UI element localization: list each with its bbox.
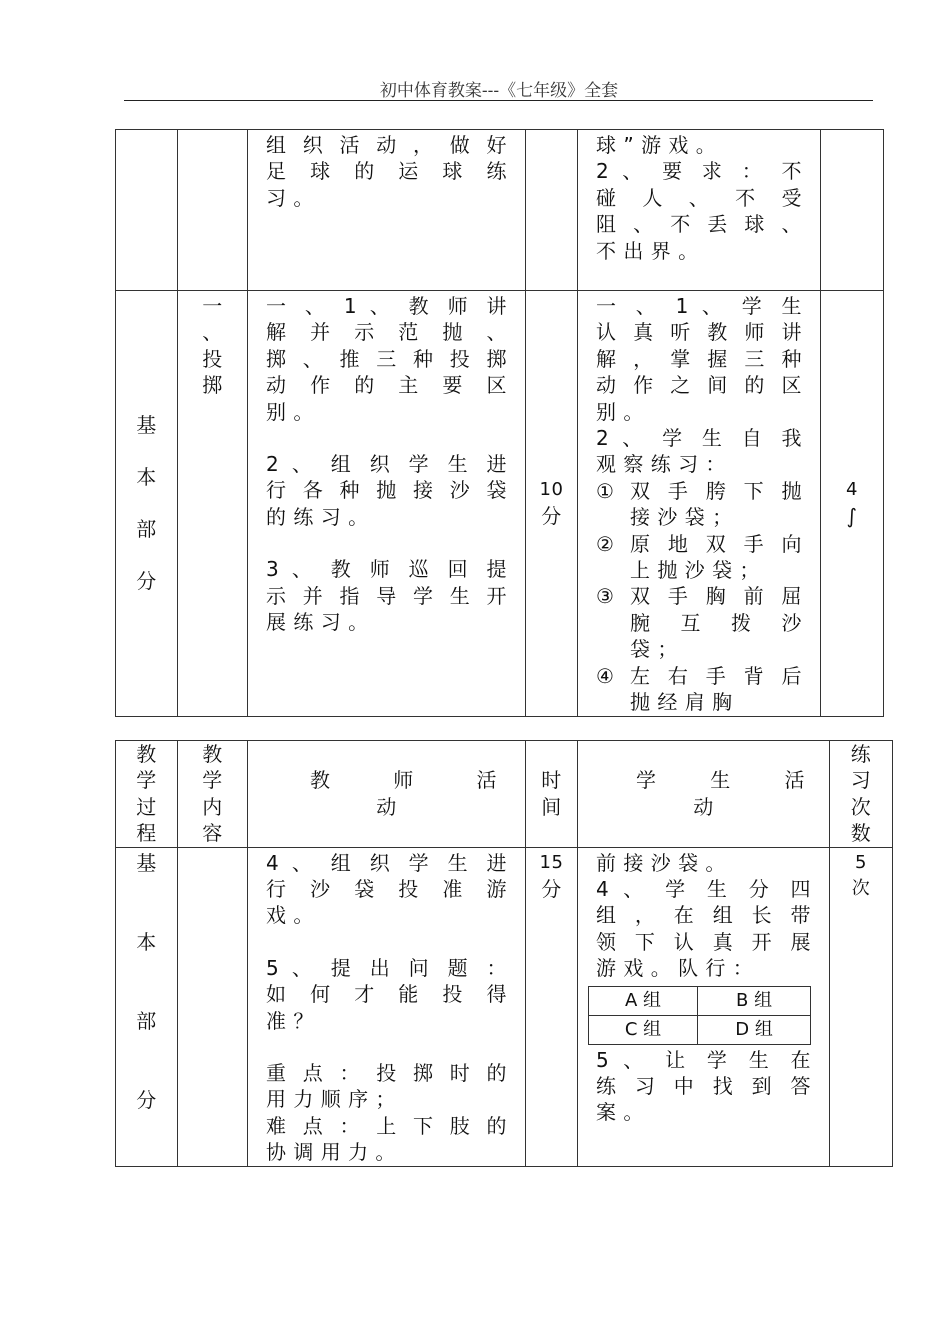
text-line: 游 戏 。 队 行 ： [596, 956, 754, 981]
text-line: 准 ？ [266, 1008, 314, 1033]
teacher-activity-cell [248, 847, 526, 1166]
group-formation-table [588, 986, 811, 1045]
time-cell [526, 291, 578, 717]
text-line: 展 练 习 。 [266, 610, 369, 635]
text-line: 一 、 1 、 教 师 讲 [266, 294, 507, 318]
group-cell: B 组 [698, 986, 811, 1015]
header-student-activity: 学 生 活 动 [578, 741, 830, 848]
text-line: 抛 经 肩 胸 [630, 690, 733, 715]
text-line: 用 力 顺 序 ； [266, 1087, 396, 1112]
count-value: 4 [846, 478, 858, 500]
header-teacher-activity: 教 师 活 动 [248, 741, 526, 848]
teacher-activity-cell [248, 130, 526, 291]
text-line: 足 球 的 运 球 练 [266, 159, 507, 184]
text-line: 别 。 [596, 399, 644, 424]
text-line: 2 、 组 织 学 生 进 [266, 452, 507, 477]
section-cell [116, 291, 178, 717]
text-line: 5 、 让 学 生 在 [596, 1047, 811, 1072]
table-row [116, 847, 893, 1166]
text-line: 组 ， 在 组 长 带 [596, 903, 811, 928]
text-line: 领 下 认 真 开 展 [596, 929, 811, 954]
section-char: 分 [136, 569, 157, 594]
content-cell [178, 130, 248, 291]
text-line: 双 手 胸 前 屈 [630, 584, 802, 609]
time-unit: 分 [541, 877, 562, 902]
group-cell: C 组 [589, 1015, 698, 1044]
page-header-title: 初中体育教案---《七年级》全套 [379, 81, 619, 101]
text-line: 认 真 听 教 师 讲 [596, 320, 802, 345]
table-row [116, 291, 884, 717]
text-line: 解 ， 掌 握 三 种 [596, 346, 802, 371]
item-marker: ① [596, 478, 615, 503]
student-activity-cell [578, 130, 821, 291]
content-char: 一 [202, 294, 223, 318]
table-header-row [116, 741, 893, 848]
text-line: 原 地 双 手 向 [630, 531, 802, 556]
text-line: 前 接 沙 袋 。 [596, 850, 726, 875]
header-practice-count: 练 习 次 数 [830, 741, 893, 848]
item-marker: ④ [596, 663, 615, 688]
text-line: 协 调 用 力 。 [266, 1140, 396, 1165]
list-item [596, 531, 802, 584]
time-value: 15 [539, 851, 564, 873]
student-activity-cell [578, 291, 821, 717]
header-process: 教 学 过 程 [116, 741, 178, 848]
group-cell: D 组 [698, 1015, 811, 1044]
text-line: 不 出 界 。 [596, 238, 699, 263]
time-unit: 分 [541, 504, 562, 529]
header-divider [124, 100, 873, 101]
list-item [596, 478, 802, 531]
text-line: 重 点 ： 投 掷 时 的 [266, 1061, 507, 1086]
text-line: 示 并 指 导 学 生 开 [266, 583, 507, 608]
text-line: 接 沙 袋 ； [630, 505, 733, 530]
text-line: 左 右 手 背 后 [630, 663, 802, 688]
text-line: 掷 、 推 三 种 投 掷 [266, 346, 507, 371]
content-char: 、 [202, 320, 223, 345]
text-line: 2 、 学 生 自 我 [596, 426, 802, 451]
text-line: 袋 ； [630, 637, 678, 662]
count-value: 5 [855, 851, 867, 873]
text-line: 动 作 之 间 的 区 [596, 373, 802, 398]
text-line: 4 、 组 织 学 生 进 [266, 850, 507, 875]
text-line: 别 。 [266, 399, 314, 424]
text-line: 观 察 练 习 ： [596, 452, 726, 477]
text-line: 碰 人 、 不 受 [596, 185, 802, 210]
text-line: 戏 。 [266, 903, 314, 928]
text-line: 行 沙 袋 投 准 游 [266, 877, 507, 902]
content-cell [178, 847, 248, 1166]
header-content: 教 学 内 容 [178, 741, 248, 848]
section-cell [116, 130, 178, 291]
count-unit: ∫ [846, 504, 858, 529]
section-char: 基 [136, 413, 157, 438]
content-char: 投 [202, 346, 223, 371]
text-line: 2 、 要 求 ： 不 [596, 159, 802, 184]
section-cell: 基 本 部 分 [116, 847, 178, 1166]
count-unit: 次 [851, 878, 871, 900]
time-cell [526, 130, 578, 291]
list-item [596, 583, 802, 662]
text-line: 一 、 1 、 学 生 [596, 294, 802, 318]
lesson-table [115, 740, 893, 1167]
text-line: 行 各 种 抛 接 沙 袋 [266, 478, 507, 503]
lesson-table-continued [115, 129, 884, 717]
text-line: 阻 、 不 丢 球 、 [596, 212, 802, 237]
teacher-activity-cell [248, 291, 526, 717]
count-cell [821, 291, 884, 717]
text-line: 双 手 胯 下 抛 [630, 478, 802, 503]
content-char: 掷 [202, 373, 223, 398]
text-line: 组 织 活 动 ， 做 好 [266, 133, 507, 157]
header-time: 时 间 [526, 741, 578, 848]
content-cell [178, 291, 248, 717]
count-cell [830, 847, 893, 1166]
section-char: 部 [136, 517, 157, 542]
text-line: 练 习 中 找 到 答 [596, 1074, 811, 1099]
item-marker: ③ [596, 584, 615, 609]
text-line: 4 、 学 生 分 四 [596, 877, 811, 902]
student-activity-cell [578, 847, 830, 1166]
text-line: 案 。 [596, 1100, 644, 1125]
text-line: 球 ” 游 戏 。 [596, 133, 717, 157]
text-line: 习 。 [266, 185, 314, 210]
time-value: 10 [539, 478, 564, 500]
table-row [116, 130, 884, 291]
text-line: 5 、 提 出 问 题 ： [266, 955, 507, 980]
item-marker: ② [596, 531, 615, 556]
text-line: 解 并 示 范 抛 、 [266, 320, 507, 345]
text-line: 3 、 教 师 巡 回 提 [266, 557, 507, 582]
text-line: 动 作 的 主 要 区 [266, 373, 507, 398]
text-line: 的 练 习 。 [266, 504, 369, 529]
text-line: 如 何 才 能 投 得 [266, 982, 507, 1007]
time-cell [526, 847, 578, 1166]
count-cell [821, 130, 884, 291]
list-item [596, 663, 802, 716]
text-line: 难 点 ： 上 下 肢 的 [266, 1113, 507, 1138]
section-char: 本 [136, 465, 157, 490]
text-line: 腕 互 拨 沙 [630, 610, 802, 635]
group-cell: A 组 [589, 986, 698, 1015]
text-line: 上 抛 沙 袋 ； [630, 558, 760, 583]
